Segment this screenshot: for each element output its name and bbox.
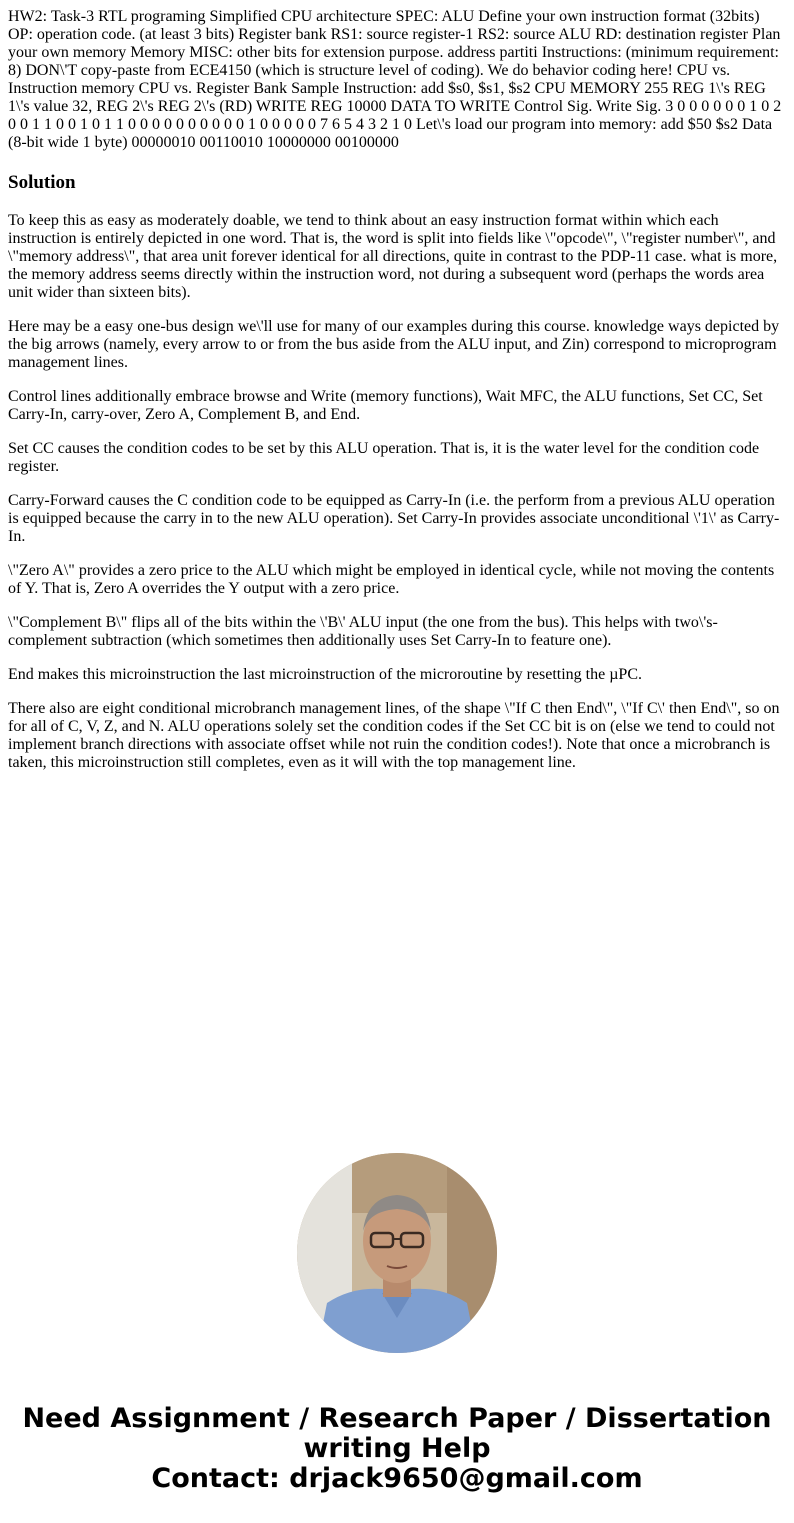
question-text: HW2: Task-3 RTL programing Simplified CPU architecture SPEC: ALU Define your own instruction format (32bits) OP: operation code. (at least 3 bits) Register bank RS1: source register-1 RS2: source ALU RD: destination register Plan your own memory Memory MISC: other bits for extension purpose. address partiti Instructions: (minimum requirement: 8) DON\'T copy-paste from ECE4150 (which is structure level of coding). We do behavior coding here! CPU vs. Instruction memory CPU vs. Register Bank Sample Instruction: add $s0, $s1, $s2 CPU MEMORY 255 REG 1\'s REG 1\'s value 32, REG 2\'s REG 2\'s (RD) WRITE REG 10000 DATA TO WRITE Control Sig. Write Sig. 3 0 0 0 0 0 0 1 0 2 0 0 1 1 0 0 1 0 1 1 0 0 0 0 0 0 0 0 0 0 1 0 0 0 0 0 7 6 5 4 3 2 1 0 Let\'s load our program into memory: add $50 $s2 Data (8-bit wide 1 byte) 00000010 00110010 10000000 00100000 <box>8 8 782 151</box>
promo-banner <box>0 1404 794 1494</box>
solution-paragraph: To keep this as easy as moderately doable, we tend to think about an easy instruction format within which each instruction is entirely depicted in one word. That is, the word is split into fields like \"opcode\", \"register number\", and \"memory address\", that area unit forever identical for all directions, quite in contrast to the PDP-11 case. what is more, the memory address seems directly within the instruction word, not during a subsequent word (perhaps the words area unit wider than sixteen bits). <box>8 212 778 301</box>
solution-paragraph: Set CC causes the condition codes to be set by this ALU operation. That is, it is the water level for the condition code register. <box>8 440 760 475</box>
solution-paragraph: \"Complement B\" flips all of the bits within the \'B\' ALU input (the one from the bus). This helps with two\'s-complement subtraction (which sometimes then additionally uses Set Carry-In to feature one). <box>8 614 718 649</box>
article <box>8 8 784 772</box>
solution-paragraph: \"Zero A\" provides a zero price to the ALU which might be employed in identical cycle, while not moving the contents of Y. That is, Zero A overrides the Y output with a zero price. <box>8 562 775 597</box>
promo-line: writing Help <box>303 1433 491 1464</box>
solution-paragraph: Here may be a easy one-bus design we\'ll use for many of our examples during this course. knowledge ways depicted by the big arrows (namely, every arrow to or from the bus aside from the ALU input, and Zin) correspond to microprogram management lines. <box>8 318 780 371</box>
solution-paragraph: Carry-Forward causes the C condition code to be equipped as Carry-In (i.e. the perform from a previous ALU operation is equipped because the carry in to the new ALU operation). Set Carry-In provides associate unconditional \'1\' as Carry-In. <box>8 492 780 545</box>
solution-heading: Solution <box>8 172 76 193</box>
solution-paragraph: End makes this microinstruction the last microinstruction of the microroutine by resetting the µPC. <box>8 666 642 683</box>
solution-paragraph: There also are eight conditional microbranch management lines, of the shape \"If C then End\", \"If C\' then End\", so on for all of C, V, Z, and N. ALU operations solely set the condition codes if the Set CC bit is on (else we tend to could not implement branch directions with associate offset while not ruin the condition codes!). Note that once a microbranch is taken, this microinstruction still completes, even as it will with the top management line. <box>8 700 780 771</box>
promo-contact: Contact: drjack9650@gmail.com <box>151 1463 643 1494</box>
author-portrait-image <box>297 1153 497 1353</box>
promo-line: Need Assignment / Research Paper / Dissertation <box>22 1403 772 1434</box>
solution-paragraph: Control lines additionally embrace browse and Write (memory functions), Wait MFC, the ALU functions, Set CC, Set Carry-In, carry-over, Zero A, Complement B, and End. <box>8 388 763 423</box>
author-avatar <box>297 1153 497 1353</box>
